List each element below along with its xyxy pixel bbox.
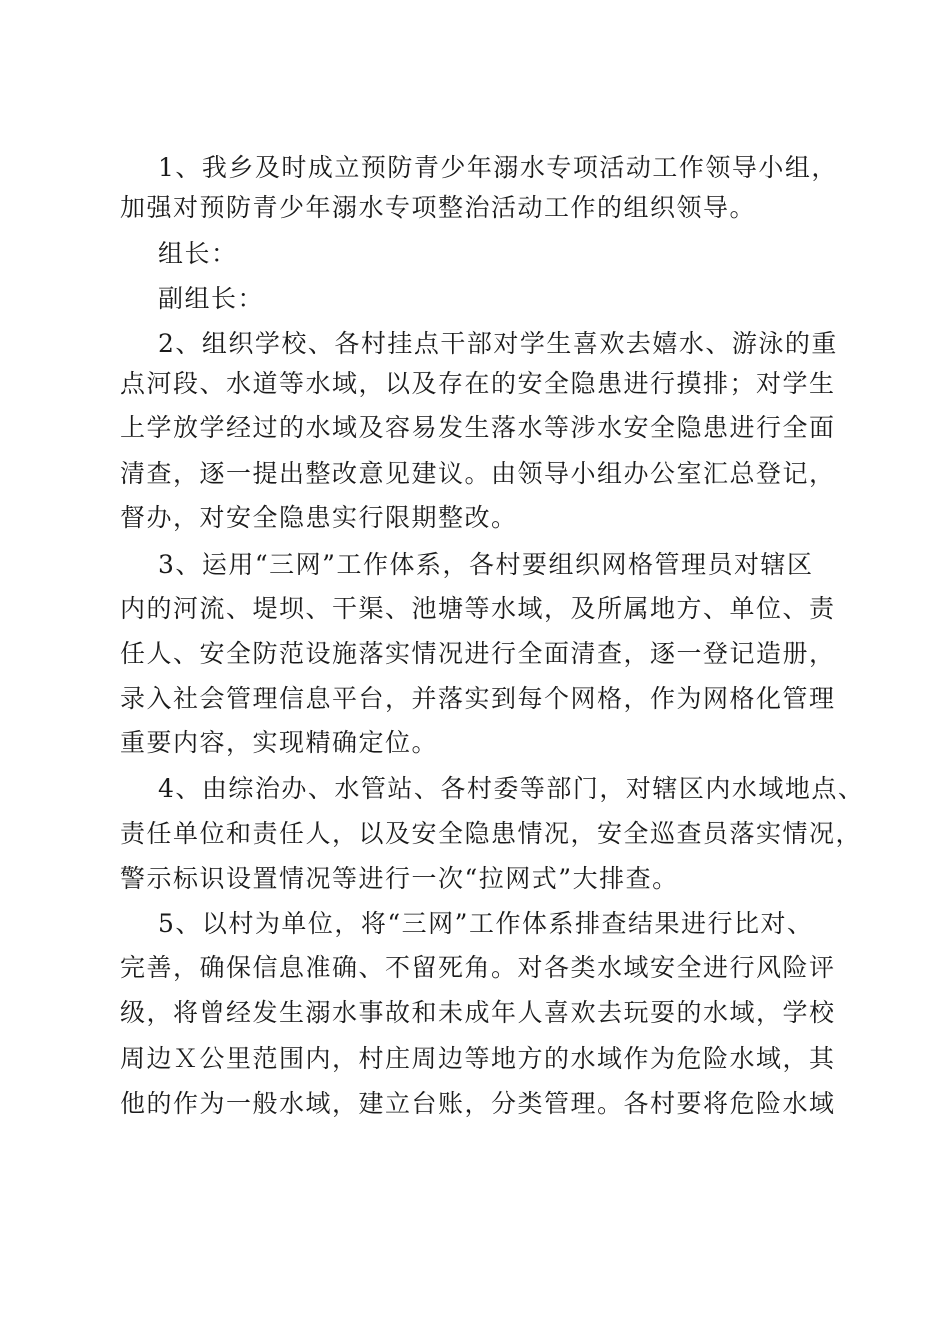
paragraph-3-line-1: 3、运用“三网”工作体系，各村要组织网格管理员对辖区 [158, 550, 814, 579]
paragraph-5-line-1: 5、以村为单位，将“三网”工作体系排查结果进行比对、 [158, 909, 814, 938]
paragraph-2-line-5: 督办，对安全隐患实行限期整改。 [120, 503, 518, 532]
paragraph-4-line-3: 警示标识设置情况等进行一次“拉网式”大排查。 [120, 864, 679, 893]
paragraph-5-line-5: 他的作为一般水域，建立台账，分类管理。各村要将危险水域 [120, 1089, 836, 1118]
paragraph-3-line-5: 重要内容，实现精确定位。 [120, 728, 439, 757]
paragraph-5-line-3: 级，将曾经发生溺水事故和未成年人喜欢去玩耍的水域，学校 [120, 998, 836, 1027]
paragraph-3-line-2: 内的河流、堤坝、干渠、池塘等水域，及所属地方、单位、责 [120, 594, 836, 623]
paragraph-5-line-2: 完善，确保信息准确、不留死角。对各类水域安全进行风险评 [120, 953, 836, 982]
paragraph-1-line-2: 加强对预防青少年溺水专项整治活动工作的组织领导。 [120, 193, 757, 222]
deputy-group-leader-label: 副组长： [158, 284, 265, 313]
paragraph-2-line-1: 2、组织学校、各村挂点干部对学生喜欢去嬉水、游泳的重 [158, 329, 838, 358]
group-leader-label: 组长： [158, 239, 238, 268]
paragraph-3-line-3: 任人、安全防范设施落实情况进行全面清查，逐一登记造册， [120, 639, 836, 668]
paragraph-2-line-4: 清查，逐一提出整改意见建议。由领导小组办公室汇总登记， [120, 459, 836, 488]
paragraph-3-line-4: 录入社会管理信息平台，并落实到每个网格，作为网格化管理 [120, 684, 836, 713]
paragraph-1-line-1: 1、我乡及时成立预防青少年溺水专项活动工作领导小组， [158, 153, 838, 182]
paragraph-5-line-4: 周边Ｘ公里范围内，村庄周边等地方的水域作为危险水域，其 [120, 1044, 836, 1073]
paragraph-2-line-3: 上学放学经过的水域及容易发生落水等涉水安全隐患进行全面 [120, 413, 836, 442]
paragraph-2-line-2: 点河段、水道等水域，以及存在的安全隐患进行摸排；对学生 [120, 369, 836, 398]
paragraph-4-line-2: 责任单位和责任人，以及安全隐患情况，安全巡查员落实情况， [120, 819, 863, 848]
paragraph-4-line-1: 4、由综治办、水管站、各村委等部门，对辖区内水域地点、 [158, 774, 865, 803]
